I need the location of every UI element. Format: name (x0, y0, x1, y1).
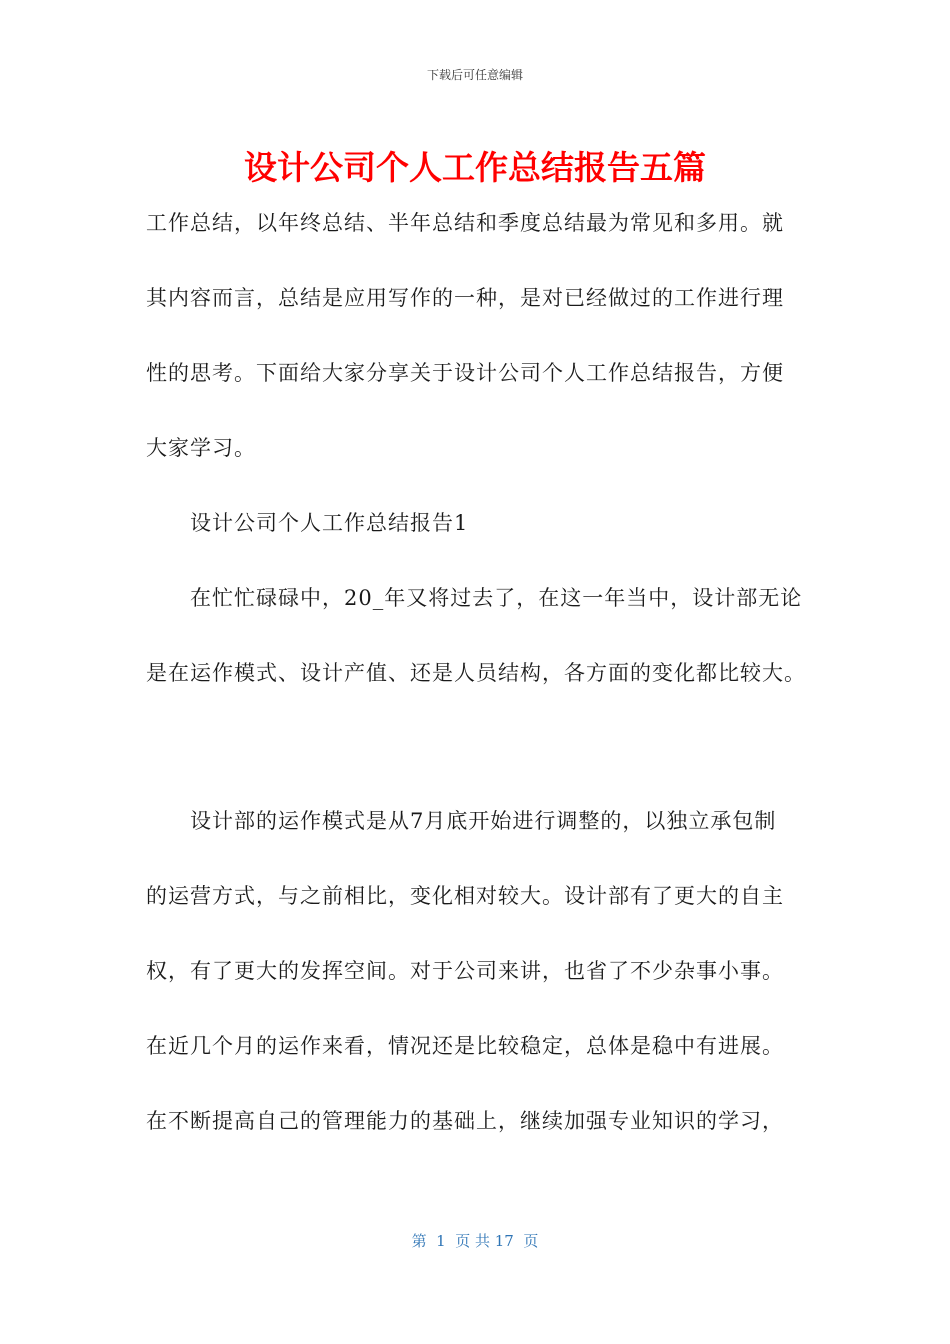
section-heading: 设计公司个人工作总结报告1 (190, 511, 469, 535)
paragraph-line: 大家学习。 (146, 436, 256, 460)
paragraph-line: 权，有了更大的发挥空间。对于公司来讲，也省了不少杂事小事。 (146, 959, 784, 983)
paragraph-line: 工作总结，以年终总结、半年总结和季度总结最为常见和多用。就 (146, 211, 784, 235)
paragraph-line: 设计部的运作模式是从7月底开始进行调整的，以独立承包制 (190, 809, 777, 833)
paragraph-line: 在不断提高自己的管理能力的基础上，继续加强专业知识的学习， (146, 1109, 784, 1133)
page-number: 第 1 页 共 17 页 (411, 1232, 539, 1250)
paragraph-line: 是在运作模式、设计产值、还是人员结构，各方面的变化都比较大。 (146, 661, 806, 685)
paragraph-line: 在近几个月的运作来看，情况还是比较稳定，总体是稳中有进展。 (146, 1034, 784, 1058)
paragraph-line: 性的思考。下面给大家分享关于设计公司个人工作总结报告，方便 (146, 361, 784, 385)
header-note: 下载后可任意编辑 (426, 68, 523, 82)
paragraph-line: 的运营方式，与之前相比，变化相对较大。设计部有了更大的自主 (146, 884, 784, 908)
document-title: 设计公司个人工作总结报告五篇 (244, 148, 706, 187)
paragraph-line: 在忙忙碌碌中，20_年又将过去了，在这一年当中，设计部无论 (190, 586, 803, 610)
paragraph-line: 其内容而言，总结是应用写作的一种，是对已经做过的工作进行理 (146, 286, 784, 310)
